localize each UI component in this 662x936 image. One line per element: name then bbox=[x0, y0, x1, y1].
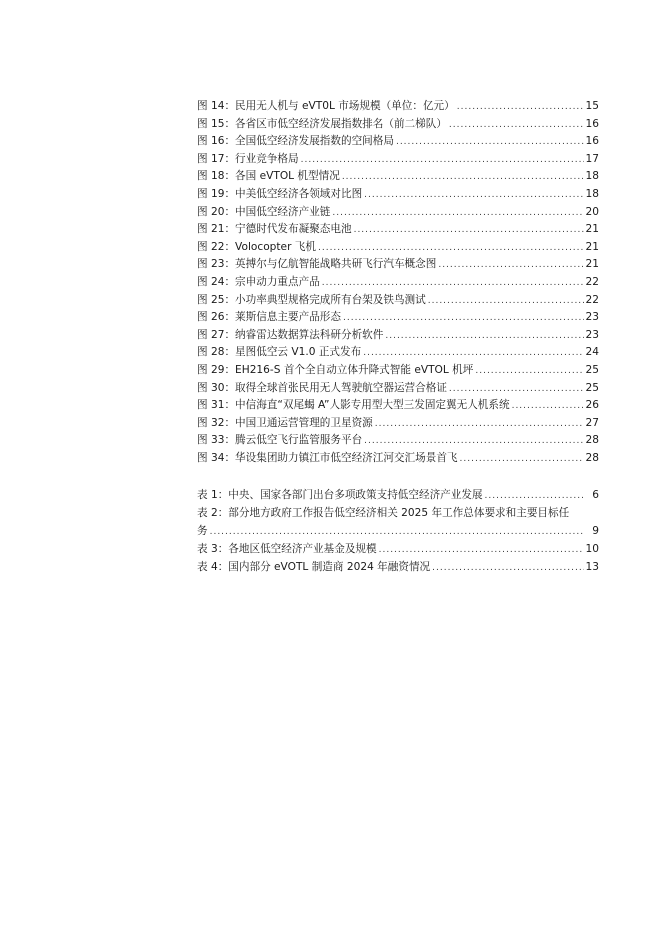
dot-leader bbox=[475, 363, 583, 381]
toc-entry-figure-18[interactable] bbox=[197, 168, 599, 186]
toc-entry-title: 图 31：中信海直“双尾蝎 A”人影专用型大型三发固定翼无人机系统 bbox=[197, 399, 510, 412]
toc-entry-title: 表 1：中央、国家各部门出台多项政策支持低空经济产业发展 bbox=[197, 489, 483, 501]
toc-entry-title: 图 15：各省区市低空经济发展指数排名（前二梯队） bbox=[197, 117, 447, 130]
toc-entry-title-line1: 表 2：部分地方政府工作报告低空经济相关 2025 年工作总体要求和主要目标任 bbox=[197, 507, 570, 519]
toc-entry-figure-34[interactable] bbox=[197, 450, 599, 468]
table-index bbox=[197, 486, 599, 576]
toc-page-number: 6 bbox=[592, 489, 599, 501]
toc-entry-title: 图 22：Volocopter 飞机 bbox=[197, 240, 316, 253]
dot-leader bbox=[428, 293, 584, 311]
toc-entry-title-line2: 务 bbox=[197, 525, 208, 537]
dot-leader bbox=[460, 451, 584, 469]
dot-leader bbox=[364, 433, 583, 451]
dot-leader bbox=[438, 257, 583, 275]
toc-entry-figure-17[interactable] bbox=[197, 151, 599, 169]
toc-entry-table-2[interactable] bbox=[197, 504, 599, 540]
toc-page-number: 24 bbox=[585, 346, 599, 359]
toc-page-number: 28 bbox=[585, 451, 599, 464]
toc-entry-title: 图 30：取得全球首张民用无人驾驶航空器运营合格证 bbox=[197, 381, 447, 394]
toc-entry-figure-20[interactable] bbox=[197, 204, 599, 222]
toc-entry-figure-33[interactable] bbox=[197, 432, 599, 450]
toc-entry-title: 图 33：腾云低空飞行监管服务平台 bbox=[197, 434, 363, 447]
dot-leader bbox=[322, 275, 584, 293]
toc-page-number: 21 bbox=[585, 223, 599, 236]
toc-entry-figure-25[interactable] bbox=[197, 292, 599, 310]
toc-entry-figure-21[interactable] bbox=[197, 221, 599, 239]
dot-leader bbox=[432, 559, 583, 577]
dot-leader bbox=[375, 416, 584, 434]
toc-entry-title: 图 14：民用无人机与 eVT0L 市场规模（单位：亿元） bbox=[197, 100, 455, 112]
toc-entry-figure-32[interactable] bbox=[197, 415, 599, 433]
toc-entry-title: 图 16：全国低空经济发展指数的空间格局 bbox=[197, 135, 394, 148]
toc-entry-title: 表 4：国内部分 eVOTL 制造商 2024 年融资情况 bbox=[197, 561, 431, 573]
dot-leader bbox=[364, 187, 583, 205]
toc-entry-title: 图 17：行业竞争格局 bbox=[197, 152, 299, 165]
toc-entry-figure-23[interactable] bbox=[197, 256, 599, 274]
toc-entry-figure-22[interactable] bbox=[197, 239, 599, 257]
toc-entry-figure-27[interactable] bbox=[197, 327, 599, 345]
toc-entry-title: 图 28：星图低空云 V1.0 正式发布 bbox=[197, 346, 362, 359]
toc-page-number: 20 bbox=[585, 205, 599, 218]
toc-entry-table-4[interactable] bbox=[197, 558, 599, 576]
toc-entry-figure-29[interactable] bbox=[197, 362, 599, 380]
dot-leader bbox=[363, 345, 583, 363]
toc-page-number: 21 bbox=[585, 258, 599, 271]
toc-page-number: 18 bbox=[585, 187, 599, 200]
toc-page-number: 27 bbox=[585, 416, 599, 429]
toc-entry-figure-26[interactable] bbox=[197, 309, 599, 327]
toc-entry-title: 图 29：EH216-S 首个全自动立体升降式智能 eVTOL 机坪 bbox=[197, 363, 474, 376]
dot-leader bbox=[342, 169, 584, 187]
toc-page-number: 22 bbox=[585, 293, 599, 306]
toc-page-number: 16 bbox=[585, 117, 599, 130]
toc-page-number: 25 bbox=[585, 381, 599, 394]
dot-leader bbox=[210, 523, 585, 541]
toc-entry-title: 图 27：纳睿雷达数据算法科研分析软件 bbox=[197, 328, 384, 341]
dot-leader bbox=[449, 381, 584, 399]
toc-entry-title: 图 20：中国低空经济产业链 bbox=[197, 205, 331, 218]
dot-leader bbox=[354, 222, 584, 240]
dot-leader bbox=[457, 99, 584, 117]
toc-entry-title: 图 26：莱斯信息主要产品形态 bbox=[197, 311, 341, 324]
toc-entry-figure-19[interactable] bbox=[197, 186, 599, 204]
toc-page-number: 13 bbox=[585, 561, 599, 573]
dot-leader bbox=[485, 487, 585, 505]
toc-page-number: 25 bbox=[585, 363, 599, 376]
dot-leader bbox=[301, 152, 584, 170]
toc-page-number: 18 bbox=[585, 170, 599, 183]
toc-page-number: 23 bbox=[585, 311, 599, 324]
toc-entry-title: 图 19：中美低空经济各领域对比图 bbox=[197, 187, 363, 200]
dot-leader bbox=[343, 310, 584, 328]
toc-entry-figure-15[interactable] bbox=[197, 116, 599, 134]
toc-entry-table-3[interactable] bbox=[197, 540, 599, 558]
toc-page-number: 23 bbox=[585, 328, 599, 341]
toc-entry-title: 图 18：各国 eVTOL 机型情况 bbox=[197, 170, 340, 183]
toc-entry-title: 图 34：华设集团助力镇江市低空经济江河交汇场景首飞 bbox=[197, 451, 458, 464]
toc-page-number: 26 bbox=[585, 399, 599, 412]
toc-entry-figure-28[interactable] bbox=[197, 344, 599, 362]
dot-leader bbox=[385, 328, 583, 346]
dot-leader bbox=[512, 398, 584, 416]
dot-leader bbox=[449, 117, 584, 135]
toc-page-number: 9 bbox=[592, 525, 599, 537]
toc-page-number: 17 bbox=[585, 152, 599, 165]
toc-entry-title: 图 32：中国卫通运营管理的卫星资源 bbox=[197, 416, 373, 429]
toc-entry-figure-31[interactable] bbox=[197, 397, 599, 415]
toc-entry-title: 图 25：小功率典型规格完成所有台架及铁鸟测试 bbox=[197, 293, 426, 306]
toc-page-number: 10 bbox=[585, 543, 599, 555]
toc-entry-table-1[interactable] bbox=[197, 486, 599, 504]
dot-leader bbox=[332, 205, 583, 223]
toc-entry-title: 图 21：宁德时代发布凝聚态电池 bbox=[197, 223, 352, 236]
dot-leader bbox=[396, 134, 584, 152]
toc-page-number: 16 bbox=[585, 135, 599, 148]
toc-entry-figure-24[interactable] bbox=[197, 274, 599, 292]
toc-entry-figure-16[interactable] bbox=[197, 133, 599, 151]
dot-leader bbox=[379, 541, 584, 559]
toc-entry-figure-14[interactable] bbox=[197, 98, 599, 116]
figure-index bbox=[197, 98, 599, 467]
toc-entry-title: 表 3：各地区低空经济产业基金及规模 bbox=[197, 543, 377, 555]
toc-page-number: 28 bbox=[585, 434, 599, 447]
dot-leader bbox=[318, 240, 584, 258]
toc-entry-title-line2-row bbox=[197, 522, 599, 540]
toc-entry-title: 图 24：宗申动力重点产品 bbox=[197, 275, 320, 288]
toc-entry-title: 图 23：英搏尔与亿航智能战略共研飞行汽车概念图 bbox=[197, 258, 437, 271]
toc-page-number: 21 bbox=[585, 240, 599, 253]
toc-entry-figure-30[interactable] bbox=[197, 380, 599, 398]
toc-page-number: 22 bbox=[585, 275, 599, 288]
toc-page-number: 15 bbox=[585, 100, 599, 112]
